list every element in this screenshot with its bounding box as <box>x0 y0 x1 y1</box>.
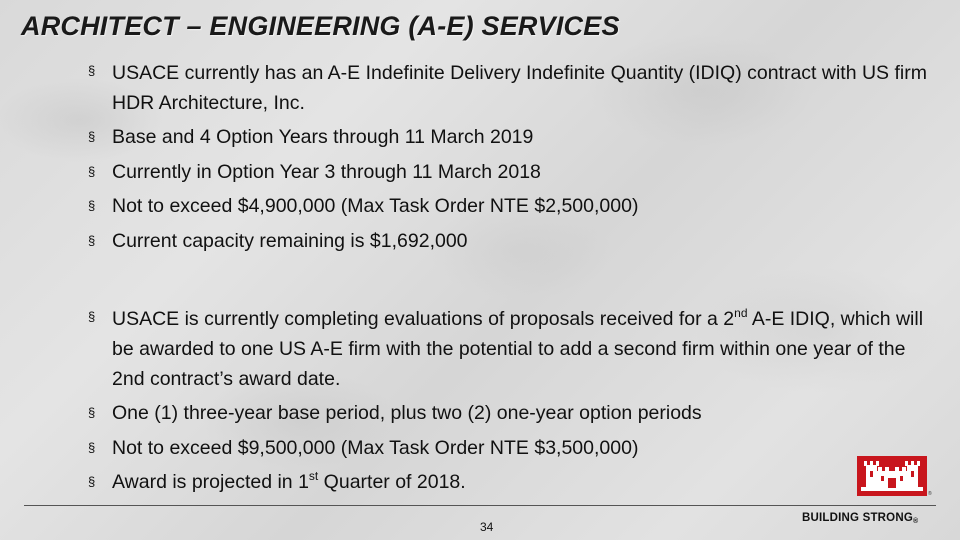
ordinal-suffix: st <box>308 469 319 483</box>
usace-castle-logo-icon <box>857 456 927 496</box>
list-item <box>88 396 928 431</box>
section-spacer <box>88 258 928 302</box>
bullet-text-part: USACE is currently completing evaluations of proposals received for a 2 <box>112 308 735 330</box>
slide-title: ARCHITECT – ENGINEERING (A-E) SERVICES <box>21 11 620 41</box>
list-item <box>88 56 928 120</box>
bullet-icon: § <box>88 129 96 144</box>
bullet-icon: § <box>88 163 96 179</box>
list-item <box>88 155 928 190</box>
footer-brand-text: BUILDING STRONG <box>802 512 913 524</box>
bullet-text: Current capacity remaining is $1,692,000 <box>112 229 468 252</box>
bullet-icon: § <box>88 439 96 455</box>
bullet-icon: § <box>88 232 96 248</box>
bullet-text: One (1) three-year base period, plus two (2) one-year option periods <box>112 402 702 424</box>
bullet-icon: § <box>88 309 96 324</box>
list-item <box>88 120 928 155</box>
slide-content <box>88 56 928 500</box>
bullet-list-section-2 <box>88 302 928 500</box>
page-number: 34 <box>480 520 494 534</box>
bullet-list-section-1 <box>88 56 928 258</box>
bullet-text: Not to exceed $9,500,000 (Max Task Order NTE $3,500,000) <box>112 436 639 459</box>
list-item <box>88 302 928 396</box>
footer-brand <box>802 512 918 525</box>
bullet-icon: § <box>88 474 96 489</box>
registered-mark: ® <box>912 518 919 525</box>
bullet-text: Not to exceed $4,900,000 (Max Task Order NTE $2,500,000) <box>112 195 639 217</box>
bullet-icon: § <box>88 63 96 78</box>
bullet-text-part: Award is projected in 1 <box>112 471 309 493</box>
bullet-text: USACE currently has an A-E Indefinite Delivery Indefinite Quantity (IDIQ) contract with US firm HDR Architecture, Inc. <box>112 62 927 114</box>
bullet-icon: § <box>88 198 96 213</box>
logo-registered-mark: ® <box>928 491 932 497</box>
bullet-icon: § <box>88 405 96 420</box>
bullet-text: Base and 4 Option Years through 11 March 2019 <box>112 126 534 148</box>
list-item <box>88 465 928 500</box>
list-item <box>88 431 928 466</box>
list-item <box>88 189 928 224</box>
bullet-text-part: A-E IDIQ, which will be awarded to one US A-E firm with the potential to add a second firm within one year of the 2nd contract’s award date. <box>112 308 924 390</box>
bullet-text: Currently in Option Year 3 through 11 March 2018 <box>112 160 541 183</box>
list-item <box>88 224 928 259</box>
footer-divider <box>24 505 936 506</box>
bullet-text-part: Quarter of 2018. <box>318 471 466 493</box>
ordinal-suffix: nd <box>734 306 748 320</box>
